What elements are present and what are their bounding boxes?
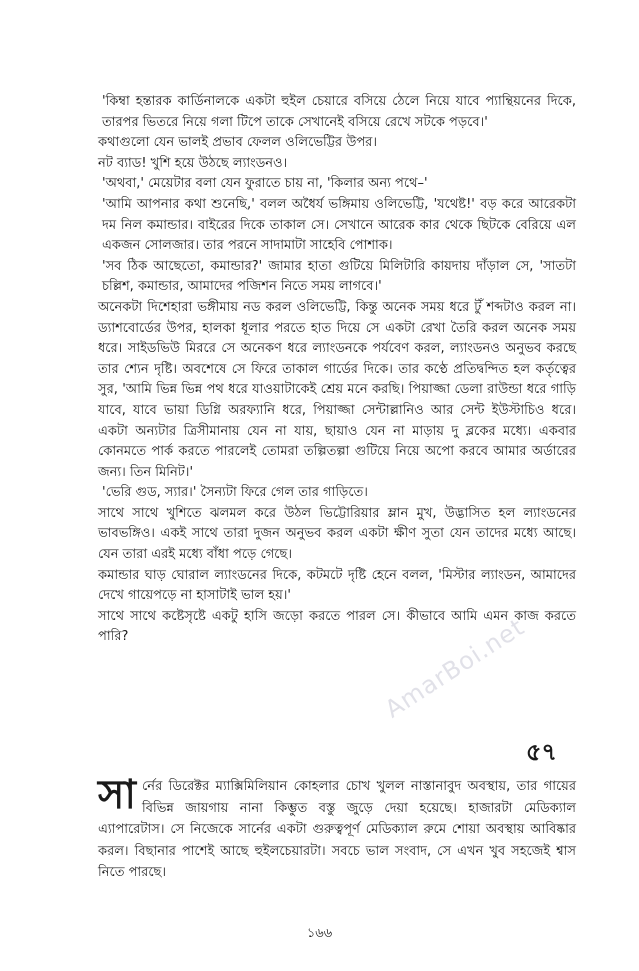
paragraph: কমান্ডার ঘাড় ঘোরাল ল্যাংডনের দিকে, কটমটে দৃষ্টি হেনে বলল, 'মিস্টার ল্যাংডন, আমাদের দেখে গায়েপড়ে না হাসাটাই ভাল হয়।' <box>98 567 576 604</box>
watermark: AmarBoi.net <box>380 612 530 724</box>
paragraph: সাথে সাথে কষ্টেসৃষ্টে একটু হাসি জড়ো করতে পারল সে। কীভাবে আমি এমন কাজ করতে পারি? <box>98 608 576 645</box>
paragraph: অনেকটা দিশেহারা ভঙ্গীমায় নড করল ওলিভেট্টি, কিন্তু অনেক সময় ধরে টুঁ শব্দটাও করল না। ড্যাশবোর্ডের উপর, হালকা ধূলার পরতে হাত দিয়ে সে একটা রেখা তৈরি করল অনেক সময় ধরে। সাইডভিউ মিররে সে অনেকণ ধরে ল্যাংডনকে পর্যবেণ করল, ল্যাংডনও অনুভব করছে তার শ্যেন দৃষ্টি। অবশেষে সে ফিরে তাকাল গার্ডের দিকে। তার কণ্ঠে প্রতিদ্বন্দিত হল কর্তৃত্বের সুর, 'আমি ভিন্ন ভিন্ন পথ ধরে যাওয়াটাকেই শ্রেয় মনে করছি। পিয়াজ্জা ডেলা রাউন্ডা ধরে গাড়ি যাবে, যাবে ভায়া ডিগ্নি অরফ্যানি ধরে, পিয়াজ্জা সেন্টাল্লানিও আর সেন্ট ইউস্টাচিও ধরে। একটা অন্যটার ত্রিসীমানায় যেন না যায়, ছায়াও যেন না মাড়ায় দু ব্লকের মধ্যে। একবার কোনমতে পার্ক করতে পারলেই তোমরা তল্পিতল্পা গুটিয়ে নিয়ে অপো করবে আমার অর্ডারের জন্য। তিন মিনিট।' <box>98 299 576 480</box>
body-text <box>98 92 576 648</box>
drop-cap: সা <box>98 771 137 818</box>
chapter-paragraph-text: র্নের ডিরেক্টর ম্যাক্সিমিলিয়ান কোহলার চোখ খুলল নাস্তানাবুদ অবস্থায়, তার গায়ের বিভিন্ন জায়গায় নানা কিম্ভুত বস্তু জুড়ে দেয়া হয়েছে। হাজারটা মেডিক্যাল এ্যাপারেটাস। সে নিজেকে সার্নের একটা গুরুত্বপূর্ণ মেডিক্যাল রুমে শোয়া অবস্থায় আবিষ্কার করল। বিছানার পাশেই আছে হুইলচেয়ারটা। সবচে ভাল সংবাদ, সে এখন খুব সহজেই শ্বাস নিতে পারছে। <box>98 779 576 880</box>
chapter-number: ৫৭ <box>525 738 557 766</box>
paragraph: 'আমি আপনার কথা শুনেছি,' বলল অধৈর্য ভঙ্গিমায় ওলিভেট্টি, 'যথেষ্ট!' বড় করে আরেকটা দম নিল কমান্ডার। বাইরের দিকে তাকাল সে। সেখানে আরেক কার থেকে ছিটকে বেরিয়ে এল একজন সোলজার। তার পরনে সাদামাটা সাহেবি পোশাক। <box>102 196 576 254</box>
paragraph: সাথে সাথে খুশিতে ঝলমল করে উঠল ভিট্টোরিয়ার ম্লান মুখ, উদ্ভাসিত হল ল্যাংডনের ভাবভঙ্গিও। একই সাথে তারা দুজন অনুভব করল একটা ক্ষীণ সুতা যেন তাদের মধ্যে আছে। যেন তারা এরই মধ্যে বাঁধা পড়ে গেছে। <box>98 505 576 563</box>
paragraph: 'সব ঠিক আছেতো, কমান্ডার?' জামার হাতা গুটিয়ে মিলিটারি কায়দায় দাঁড়াল সে, 'সাতটা চল্লিশ, কমান্ডার, আমাদের পজিশন নিতে সময় লাগবে।' <box>102 258 576 295</box>
paragraph: 'অথবা,' মেয়েটার বলা যেন ফুরাতে চায় না, 'কিলার অন্য পথে–' <box>102 176 428 192</box>
chapter-paragraph <box>98 771 576 884</box>
page-number: ১৬৬ <box>306 926 333 941</box>
paragraph: 'ভেরি গুড, স্যার।' সৈন্যটা ফিরে গেল তার গাড়িতে। <box>102 485 368 501</box>
paragraph: নট ব্যাড! খুশি হয়ে উঠছে ল্যাংডনও। <box>98 155 288 171</box>
paragraph: 'কিম্বা হন্তারক কার্ডিনালকে একটা হুইল চেয়ারে বসিয়ে ঠেলে নিয়ে যাবে প্যান্থিয়নের দিকে, তারপর ভিতরে নিয়ে গলা টিপে তাকে সেখানেই বসিয়ে রেখে সটকে পড়বে।' <box>102 94 576 130</box>
chapter-text <box>98 771 576 884</box>
paragraph: কথাগুলো যেন ভালই প্রভাব ফেলল ওলিভেট্টির উপর। <box>98 135 377 151</box>
